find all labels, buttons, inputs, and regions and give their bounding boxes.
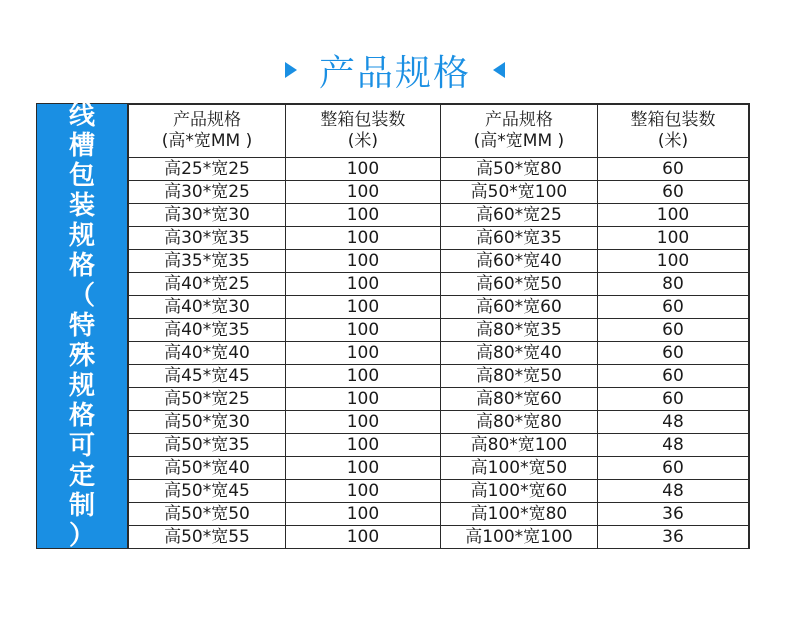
table-cell: 高50*宽35 (129, 434, 286, 457)
table-cell: 高40*宽25 (129, 273, 286, 296)
header-cell: 产品规格 (高*宽MM ) (129, 105, 286, 158)
table-cell: 48 (597, 411, 748, 434)
table-cell: 高80*宽60 (440, 388, 597, 411)
table-row (129, 296, 749, 319)
table-cell: 高30*宽30 (129, 204, 286, 227)
table-cell: 高45*宽45 (129, 365, 286, 388)
table-cell: 36 (597, 503, 748, 526)
side-label-char: 规 (68, 221, 95, 251)
table-cell: 100 (285, 480, 440, 503)
table-cell: 100 (285, 319, 440, 342)
header-cell: 整箱包装数 (米) (597, 105, 748, 158)
spec-table (128, 104, 749, 549)
table-cell: 高60*宽60 (440, 296, 597, 319)
table-cell: 高100*宽50 (440, 457, 597, 480)
table-cell: 60 (597, 319, 748, 342)
table-cell: 100 (285, 411, 440, 434)
table-cell: 高40*宽35 (129, 319, 286, 342)
table-cell: 100 (285, 204, 440, 227)
table-cell: 高60*宽50 (440, 273, 597, 296)
table-row (129, 365, 749, 388)
table-row (129, 434, 749, 457)
table-cell: 100 (285, 388, 440, 411)
table-cell: 高80*宽50 (440, 365, 597, 388)
table-cell: 高35*宽35 (129, 250, 286, 273)
table-cell: 高25*宽25 (129, 158, 286, 181)
table-cell: 60 (597, 388, 748, 411)
table-cell: 高80*宽100 (440, 434, 597, 457)
side-label (37, 101, 128, 551)
table-cell: 高100*宽60 (440, 480, 597, 503)
table-cell: 100 (285, 250, 440, 273)
side-label-char: 格 (68, 401, 95, 431)
side-label-char: 包 (68, 161, 95, 191)
table-cell: 高80*宽40 (440, 342, 597, 365)
table-cell: 高40*宽30 (129, 296, 286, 319)
table-cell: 60 (597, 296, 748, 319)
table-cell: 36 (597, 526, 748, 549)
header-cell: 整箱包装数 (米) (285, 105, 440, 158)
table-cell: 80 (597, 273, 748, 296)
table-cell: 60 (597, 457, 748, 480)
side-label-char: 可 (68, 431, 95, 461)
table-cell: 高100*宽100 (440, 526, 597, 549)
table-cell: 高80*宽35 (440, 319, 597, 342)
table-cell: 高100*宽80 (440, 503, 597, 526)
table-cell: 60 (597, 158, 748, 181)
side-label-char: 规 (68, 371, 95, 401)
table-row (129, 158, 749, 181)
table-cell: 高30*宽35 (129, 227, 286, 250)
table-row (129, 319, 749, 342)
table-cell: 48 (597, 434, 748, 457)
table-cell: 高60*宽25 (440, 204, 597, 227)
table-cell: 高50*宽55 (129, 526, 286, 549)
table-cell: 高40*宽40 (129, 342, 286, 365)
table-cell: 100 (285, 227, 440, 250)
table-cell: 60 (597, 342, 748, 365)
side-label-char: 格 (68, 251, 95, 281)
page-header (0, 40, 790, 100)
table-row (129, 388, 749, 411)
table-row (129, 457, 749, 480)
table-row (129, 250, 749, 273)
side-label-char: 线 (68, 101, 95, 131)
table-cell: 60 (597, 365, 748, 388)
table-cell: 高30*宽25 (129, 181, 286, 204)
side-label-char: 槽 (68, 131, 95, 161)
side-label-char: （ (68, 281, 95, 311)
table-cell: 高50*宽100 (440, 181, 597, 204)
table-header-row (129, 105, 749, 158)
table-cell: 高50*宽40 (129, 457, 286, 480)
table-row (129, 227, 749, 250)
table-cell: 100 (285, 434, 440, 457)
side-label-char: 制 (68, 491, 95, 521)
table-row (129, 503, 749, 526)
table-cell: 高80*宽80 (440, 411, 597, 434)
table-cell: 高50*宽45 (129, 480, 286, 503)
table-cell: 100 (597, 250, 748, 273)
table-cell: 高50*宽80 (440, 158, 597, 181)
table-cell: 100 (285, 503, 440, 526)
table-row (129, 480, 749, 503)
table-row (129, 526, 749, 549)
side-label-char: 装 (68, 191, 95, 221)
table-row (129, 342, 749, 365)
table-cell: 高50*宽50 (129, 503, 286, 526)
table-row (129, 204, 749, 227)
table-cell: 100 (285, 181, 440, 204)
table-cell: 100 (285, 526, 440, 549)
table-cell: 100 (285, 365, 440, 388)
table-cell: 高50*宽25 (129, 388, 286, 411)
table-cell: 100 (285, 273, 440, 296)
table-row (129, 411, 749, 434)
side-label-char: 殊 (68, 341, 95, 371)
table-cell: 100 (285, 342, 440, 365)
spec-table-container (36, 103, 750, 549)
table-cell: 高50*宽30 (129, 411, 286, 434)
triangle-left-icon (493, 62, 505, 78)
table-cell: 100 (285, 457, 440, 480)
table-cell: 100 (597, 227, 748, 250)
side-label-char: 特 (68, 311, 95, 341)
table-cell: 100 (597, 204, 748, 227)
side-label-char: 定 (68, 461, 95, 491)
side-label-char: ） (68, 521, 95, 551)
page-title: 产品规格 (318, 52, 471, 94)
table-row (129, 181, 749, 204)
table-cell: 高60*宽40 (440, 250, 597, 273)
header-cell: 产品规格 (高*宽MM ) (440, 105, 597, 158)
table-cell: 100 (285, 296, 440, 319)
table-cell: 高60*宽35 (440, 227, 597, 250)
triangle-right-icon (285, 62, 297, 78)
table-cell: 60 (597, 181, 748, 204)
table-cell: 100 (285, 158, 440, 181)
table-cell: 48 (597, 480, 748, 503)
table-row (129, 273, 749, 296)
